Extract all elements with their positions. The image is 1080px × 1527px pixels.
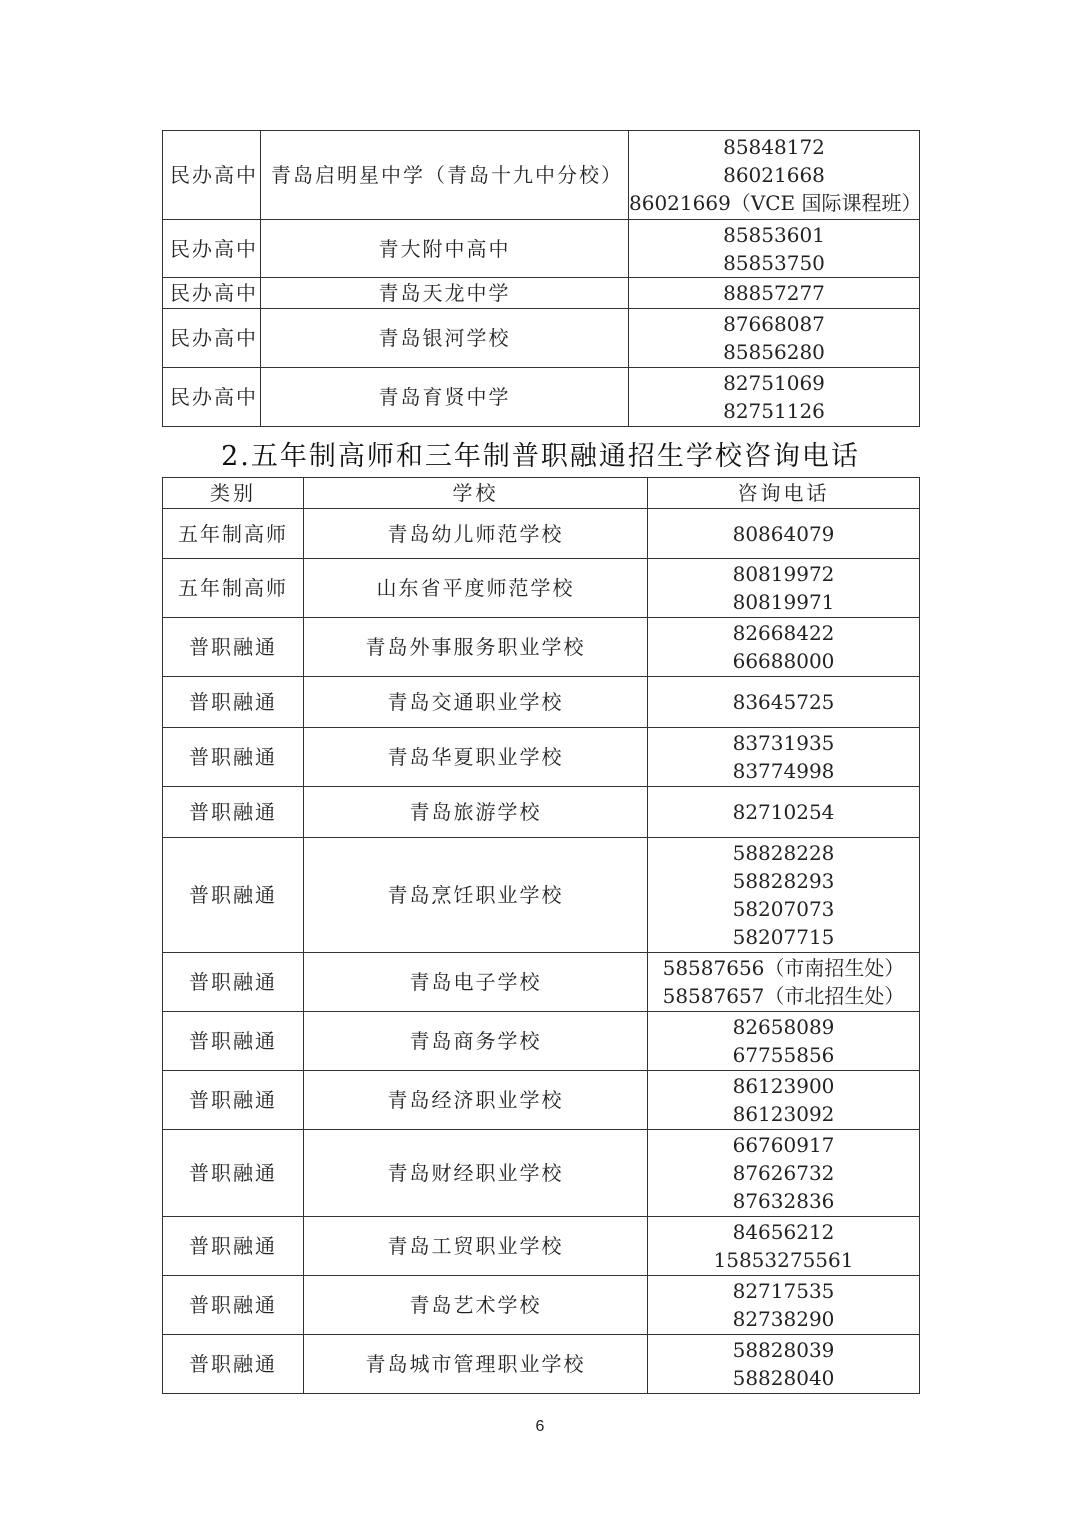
phone-cell <box>648 559 920 618</box>
header-phone: 咨询电话 <box>648 478 920 509</box>
phone-line: 66760917 <box>732 1133 835 1157</box>
school-cell: 青岛艺术学校 <box>304 1276 648 1335</box>
school-cell: 山东省平度师范学校 <box>304 559 648 618</box>
phone-cell <box>648 838 920 953</box>
category-cell: 普职融通 <box>163 1335 304 1394</box>
table-row <box>163 1071 920 1130</box>
page-number: 6 <box>535 1418 545 1435</box>
category-cell: 民办高中 <box>163 220 261 278</box>
table-row <box>163 787 920 838</box>
phone-line: 15853275561 <box>713 1248 854 1272</box>
school-cell: 青岛经济职业学校 <box>304 1071 648 1130</box>
phone-line: 82668422 <box>732 621 835 645</box>
category-cell: 五年制高师 <box>163 559 304 618</box>
table-row <box>163 368 920 427</box>
school-cell: 青岛启明星中学（青岛十九中分校） <box>261 131 629 220</box>
vocational-school-table <box>162 477 920 1394</box>
phone-cell <box>629 131 920 220</box>
phone-cell <box>648 1276 920 1335</box>
category-cell: 普职融通 <box>163 1130 304 1217</box>
table-row <box>163 1130 920 1217</box>
phone-line: 85848172 <box>723 135 825 159</box>
category-cell: 民办高中 <box>163 131 261 220</box>
phone-cell <box>648 618 920 677</box>
phone-line: 82658089 <box>732 1015 835 1039</box>
category-cell: 民办高中 <box>163 278 261 309</box>
phone-cell <box>648 1217 920 1276</box>
phone-cell <box>648 1071 920 1130</box>
phone-cell <box>629 278 920 309</box>
school-cell: 青岛电子学校 <box>304 953 648 1012</box>
phone-cell <box>648 787 920 838</box>
phone-cell <box>648 1012 920 1071</box>
phone-line: 66688000 <box>732 649 835 673</box>
category-cell: 普职融通 <box>163 677 304 728</box>
private-high-school-table <box>162 130 920 427</box>
table-row <box>163 677 920 728</box>
school-cell: 青岛交通职业学校 <box>304 677 648 728</box>
table-row <box>163 559 920 618</box>
phone-line: 58828040 <box>732 1366 835 1390</box>
phone-line: 58828039 <box>732 1338 835 1362</box>
phone-cell <box>648 728 920 787</box>
phone-cell <box>648 677 920 728</box>
category-cell: 普职融通 <box>163 838 304 953</box>
phone-line: 67755856 <box>732 1043 835 1067</box>
phone-line: 83645725 <box>732 690 835 714</box>
table-row <box>163 728 920 787</box>
table-row <box>163 618 920 677</box>
phone-cell <box>648 509 920 559</box>
phone-line: 82751126 <box>723 399 825 423</box>
school-cell: 青岛旅游学校 <box>304 787 648 838</box>
phone-line: 58207715 <box>732 925 835 949</box>
phone-cell <box>629 309 920 368</box>
phone-line: 86123900 <box>732 1074 835 1098</box>
phone-line: 86123092 <box>732 1102 835 1126</box>
table-header-row <box>163 478 920 509</box>
school-cell: 青岛银河学校 <box>261 309 629 368</box>
phone-line: 82717535 <box>732 1279 835 1303</box>
category-cell: 普职融通 <box>163 618 304 677</box>
table-row <box>163 278 920 309</box>
phone-line: 85856280 <box>723 340 825 364</box>
phone-line: 88857277 <box>723 281 825 305</box>
phone-line: 85853750 <box>723 250 825 275</box>
phone-line: 87626732 <box>732 1161 835 1185</box>
school-cell: 青岛商务学校 <box>304 1012 648 1071</box>
phone-line: 80819972 <box>732 562 835 586</box>
phone-line: 87632836 <box>732 1189 835 1213</box>
phone-line: 82751069 <box>723 371 825 395</box>
header-school: 学校 <box>304 478 648 509</box>
category-cell: 普职融通 <box>163 1012 304 1071</box>
school-cell: 青岛财经职业学校 <box>304 1130 648 1217</box>
phone-line: 58587656（市南招生处） <box>662 956 905 980</box>
phone-cell <box>629 368 920 427</box>
school-cell: 青岛烹饪职业学校 <box>304 838 648 953</box>
table-row <box>163 1217 920 1276</box>
table-row <box>163 953 920 1012</box>
phone-cell <box>648 1130 920 1217</box>
category-cell: 普职融通 <box>163 787 304 838</box>
phone-line: 87668087 <box>723 312 825 336</box>
phone-line: 58587657（市北招生处） <box>662 984 905 1008</box>
phone-line: 82738290 <box>732 1307 835 1331</box>
category-cell: 民办高中 <box>163 309 261 368</box>
category-cell: 普职融通 <box>163 1217 304 1276</box>
school-cell: 青岛外事服务职业学校 <box>304 618 648 677</box>
table-row <box>163 1012 920 1071</box>
category-cell: 五年制高师 <box>163 509 304 559</box>
section-title: 2.五年制高师和三年制普职融通招生学校咨询电话 <box>221 441 860 472</box>
category-cell: 民办高中 <box>163 368 261 427</box>
category-cell: 普职融通 <box>163 728 304 787</box>
table-row <box>163 1335 920 1394</box>
phone-line: 83774998 <box>732 759 835 783</box>
phone-line: 85853601 <box>723 222 825 247</box>
phone-cell <box>629 220 920 278</box>
school-cell: 青岛城市管理职业学校 <box>304 1335 648 1394</box>
phone-line: 83731935 <box>732 731 835 755</box>
school-cell: 青岛育贤中学 <box>261 368 629 427</box>
category-cell: 普职融通 <box>163 953 304 1012</box>
table-row <box>163 1276 920 1335</box>
category-cell: 普职融通 <box>163 1071 304 1130</box>
table-row <box>163 838 920 953</box>
phone-line: 58207073 <box>732 897 835 921</box>
phone-line: 58828228 <box>732 841 835 865</box>
category-cell: 普职融通 <box>163 1276 304 1335</box>
school-cell: 青大附中高中 <box>261 220 629 278</box>
phone-cell <box>648 953 920 1012</box>
phone-line: 86021669（VCE 国际课程班） <box>629 191 922 215</box>
phone-cell <box>648 1335 920 1394</box>
phone-line: 84656212 <box>732 1220 835 1244</box>
school-cell: 青岛工贸职业学校 <box>304 1217 648 1276</box>
phone-line: 58828293 <box>732 869 835 893</box>
table-row <box>163 509 920 559</box>
table-row <box>163 131 920 220</box>
table-row <box>163 220 920 278</box>
school-cell: 青岛天龙中学 <box>261 278 629 309</box>
phone-line: 86021668 <box>723 163 825 187</box>
table-row <box>163 309 920 368</box>
header-category: 类别 <box>163 478 304 509</box>
school-cell: 青岛幼儿师范学校 <box>304 509 648 559</box>
phone-line: 80819971 <box>732 590 835 614</box>
phone-line: 80864079 <box>732 521 835 546</box>
school-cell: 青岛华夏职业学校 <box>304 728 648 787</box>
phone-line: 82710254 <box>732 800 835 824</box>
